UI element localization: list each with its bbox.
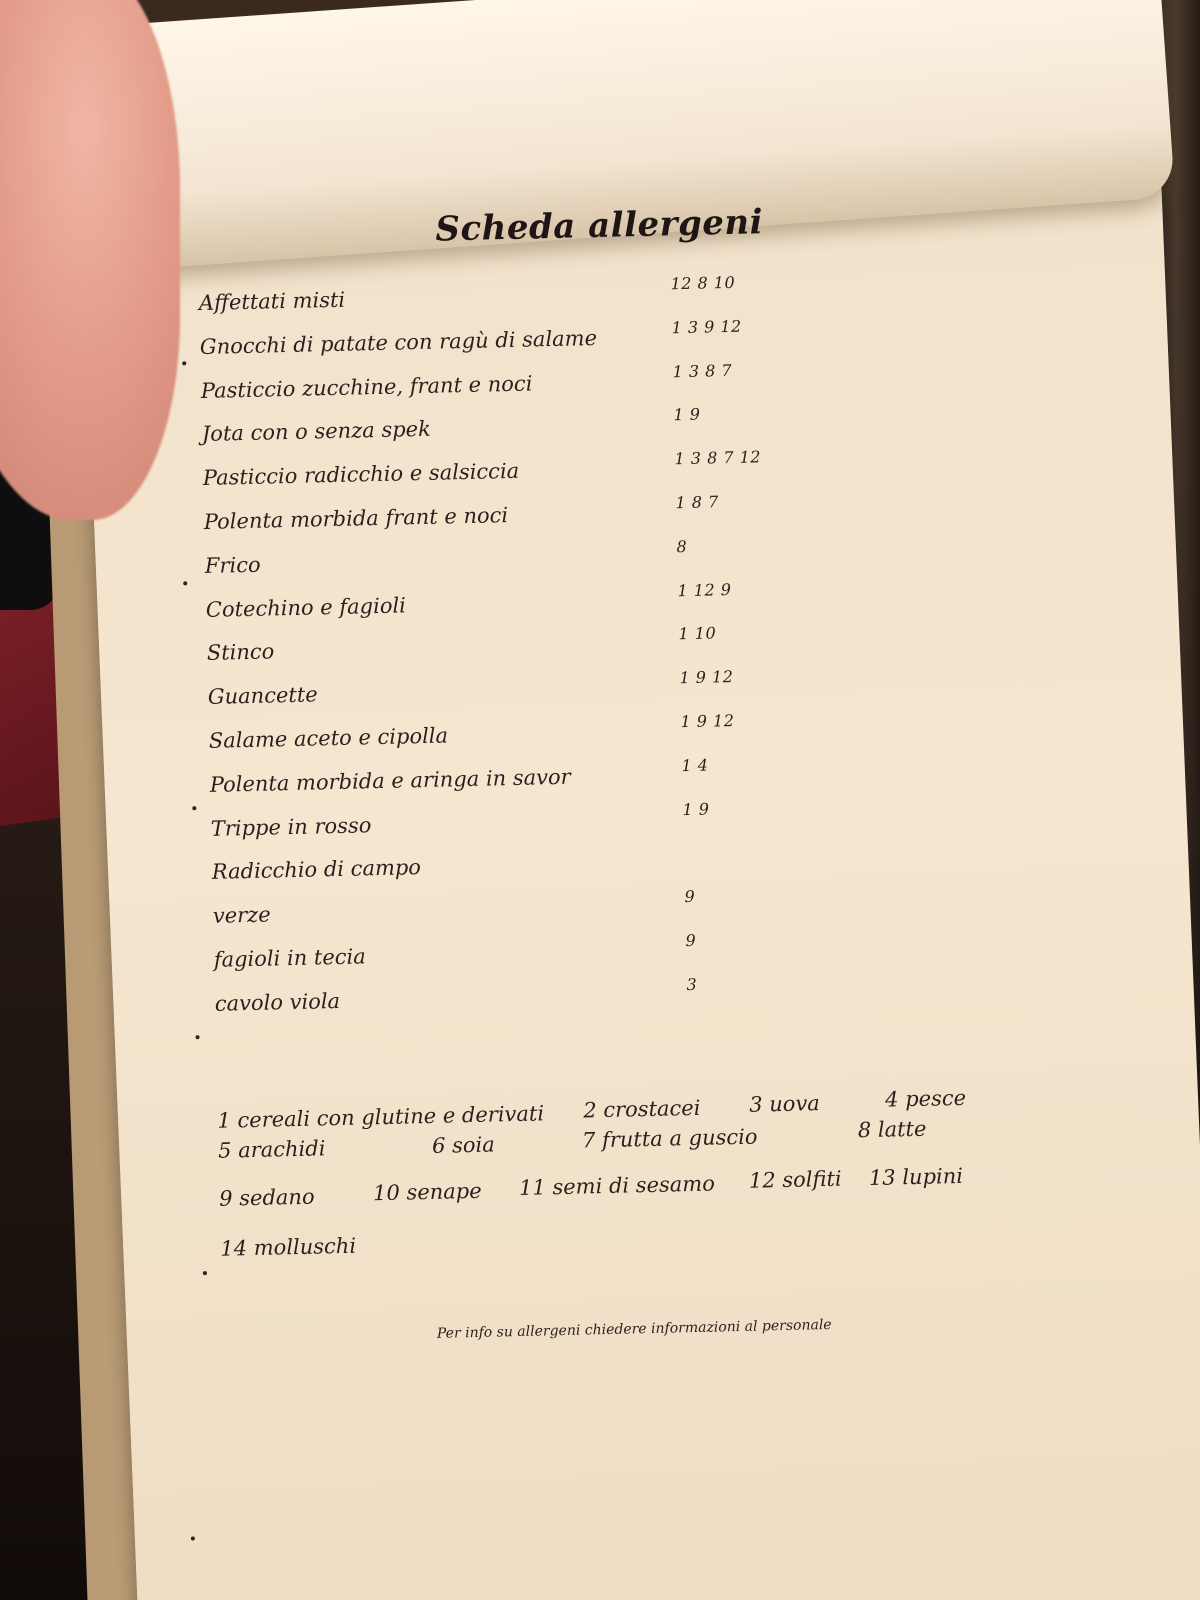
margin-dot	[196, 1035, 200, 1039]
allergen-codes: 1 8 7	[675, 492, 719, 513]
allergen-codes: 1 4	[681, 755, 709, 775]
allergen-codes: 1 10	[678, 623, 717, 644]
margin-dot	[192, 806, 196, 810]
allergen-codes: 1 9	[682, 799, 710, 819]
allergen-codes: 1 3 8 7	[672, 360, 733, 381]
legend-item: 9 sedano	[218, 1184, 315, 1211]
legend-item: 3 uova	[748, 1091, 821, 1117]
allergen-info-note: Per info su allergeni chiedere informazioni al personale	[436, 1316, 832, 1342]
dish-name: Stinco	[206, 639, 275, 666]
allergen-codes: 1 12 9	[677, 579, 732, 600]
dish-name: Polenta morbida e aringa in savor	[209, 764, 571, 797]
dish-name: Cotechino e fagioli	[205, 592, 407, 622]
margin-dot	[183, 581, 187, 585]
dish-name: Gnocchi di patate con ragù di salame	[199, 325, 598, 359]
dish-name: Trippe in rosso	[210, 812, 372, 841]
legend-item: 13 lupini	[868, 1163, 964, 1191]
allergen-legend	[217, 1085, 1040, 1269]
dish-name: Guancette	[207, 682, 318, 710]
legend-item: 2 crostacei	[583, 1095, 701, 1123]
margin-dot	[182, 361, 186, 365]
allergen-codes: 8	[676, 536, 688, 557]
allergen-codes: 3	[686, 974, 698, 994]
legend-item: 12 solfiti	[748, 1166, 842, 1193]
allergen-codes: 1 3 8 7 12	[674, 447, 762, 469]
margin-dot	[191, 1536, 195, 1540]
page-title: Scheda allergeni	[434, 202, 764, 250]
legend-item: 14 molluschi	[220, 1233, 357, 1261]
legend-item: 1 cereali con glutine e derivati	[217, 1101, 545, 1133]
allergen-list	[198, 272, 916, 1035]
allergen-codes: 9	[684, 887, 696, 907]
legend-item: 7 frutta a guscio	[581, 1124, 758, 1153]
allergen-codes: 1 9 12	[679, 667, 734, 688]
dish-name: Affettati misti	[198, 287, 346, 315]
dish-name: verze	[212, 902, 271, 928]
allergen-codes: 1 9 12	[680, 710, 735, 732]
dish-name: Jota con o senza spek	[201, 417, 432, 447]
dish-name: Frico	[204, 552, 261, 578]
allergen-codes: 9	[685, 930, 697, 951]
dish-name: Pasticcio zucchine, frant e noci	[200, 371, 533, 403]
dish-name: fagioli in tecia	[213, 944, 367, 972]
margin-dot	[203, 1271, 207, 1275]
dish-name: Salame aceto e cipolla	[208, 723, 449, 753]
dish-name: Pasticcio radicchio e salsiccia	[202, 458, 520, 491]
legend-item: 8 latte	[857, 1116, 927, 1143]
dish-name: Polenta morbida frant e noci	[203, 503, 509, 534]
legend-item: 11 semi di sesamo	[518, 1171, 716, 1200]
allergen-codes: 1 3 9 12	[671, 316, 742, 338]
legend-item: 10 senape	[372, 1178, 482, 1206]
dish-name: Radicchio di campo	[211, 855, 422, 885]
allergen-codes: 1 9	[673, 405, 701, 425]
allergen-codes: 12 8 10	[670, 272, 736, 294]
dish-name: cavolo viola	[214, 988, 341, 1016]
legend-item: 6 soia	[431, 1132, 496, 1158]
legend-item: 5 arachidi	[217, 1136, 326, 1163]
legend-item: 4 pesce	[884, 1085, 967, 1112]
